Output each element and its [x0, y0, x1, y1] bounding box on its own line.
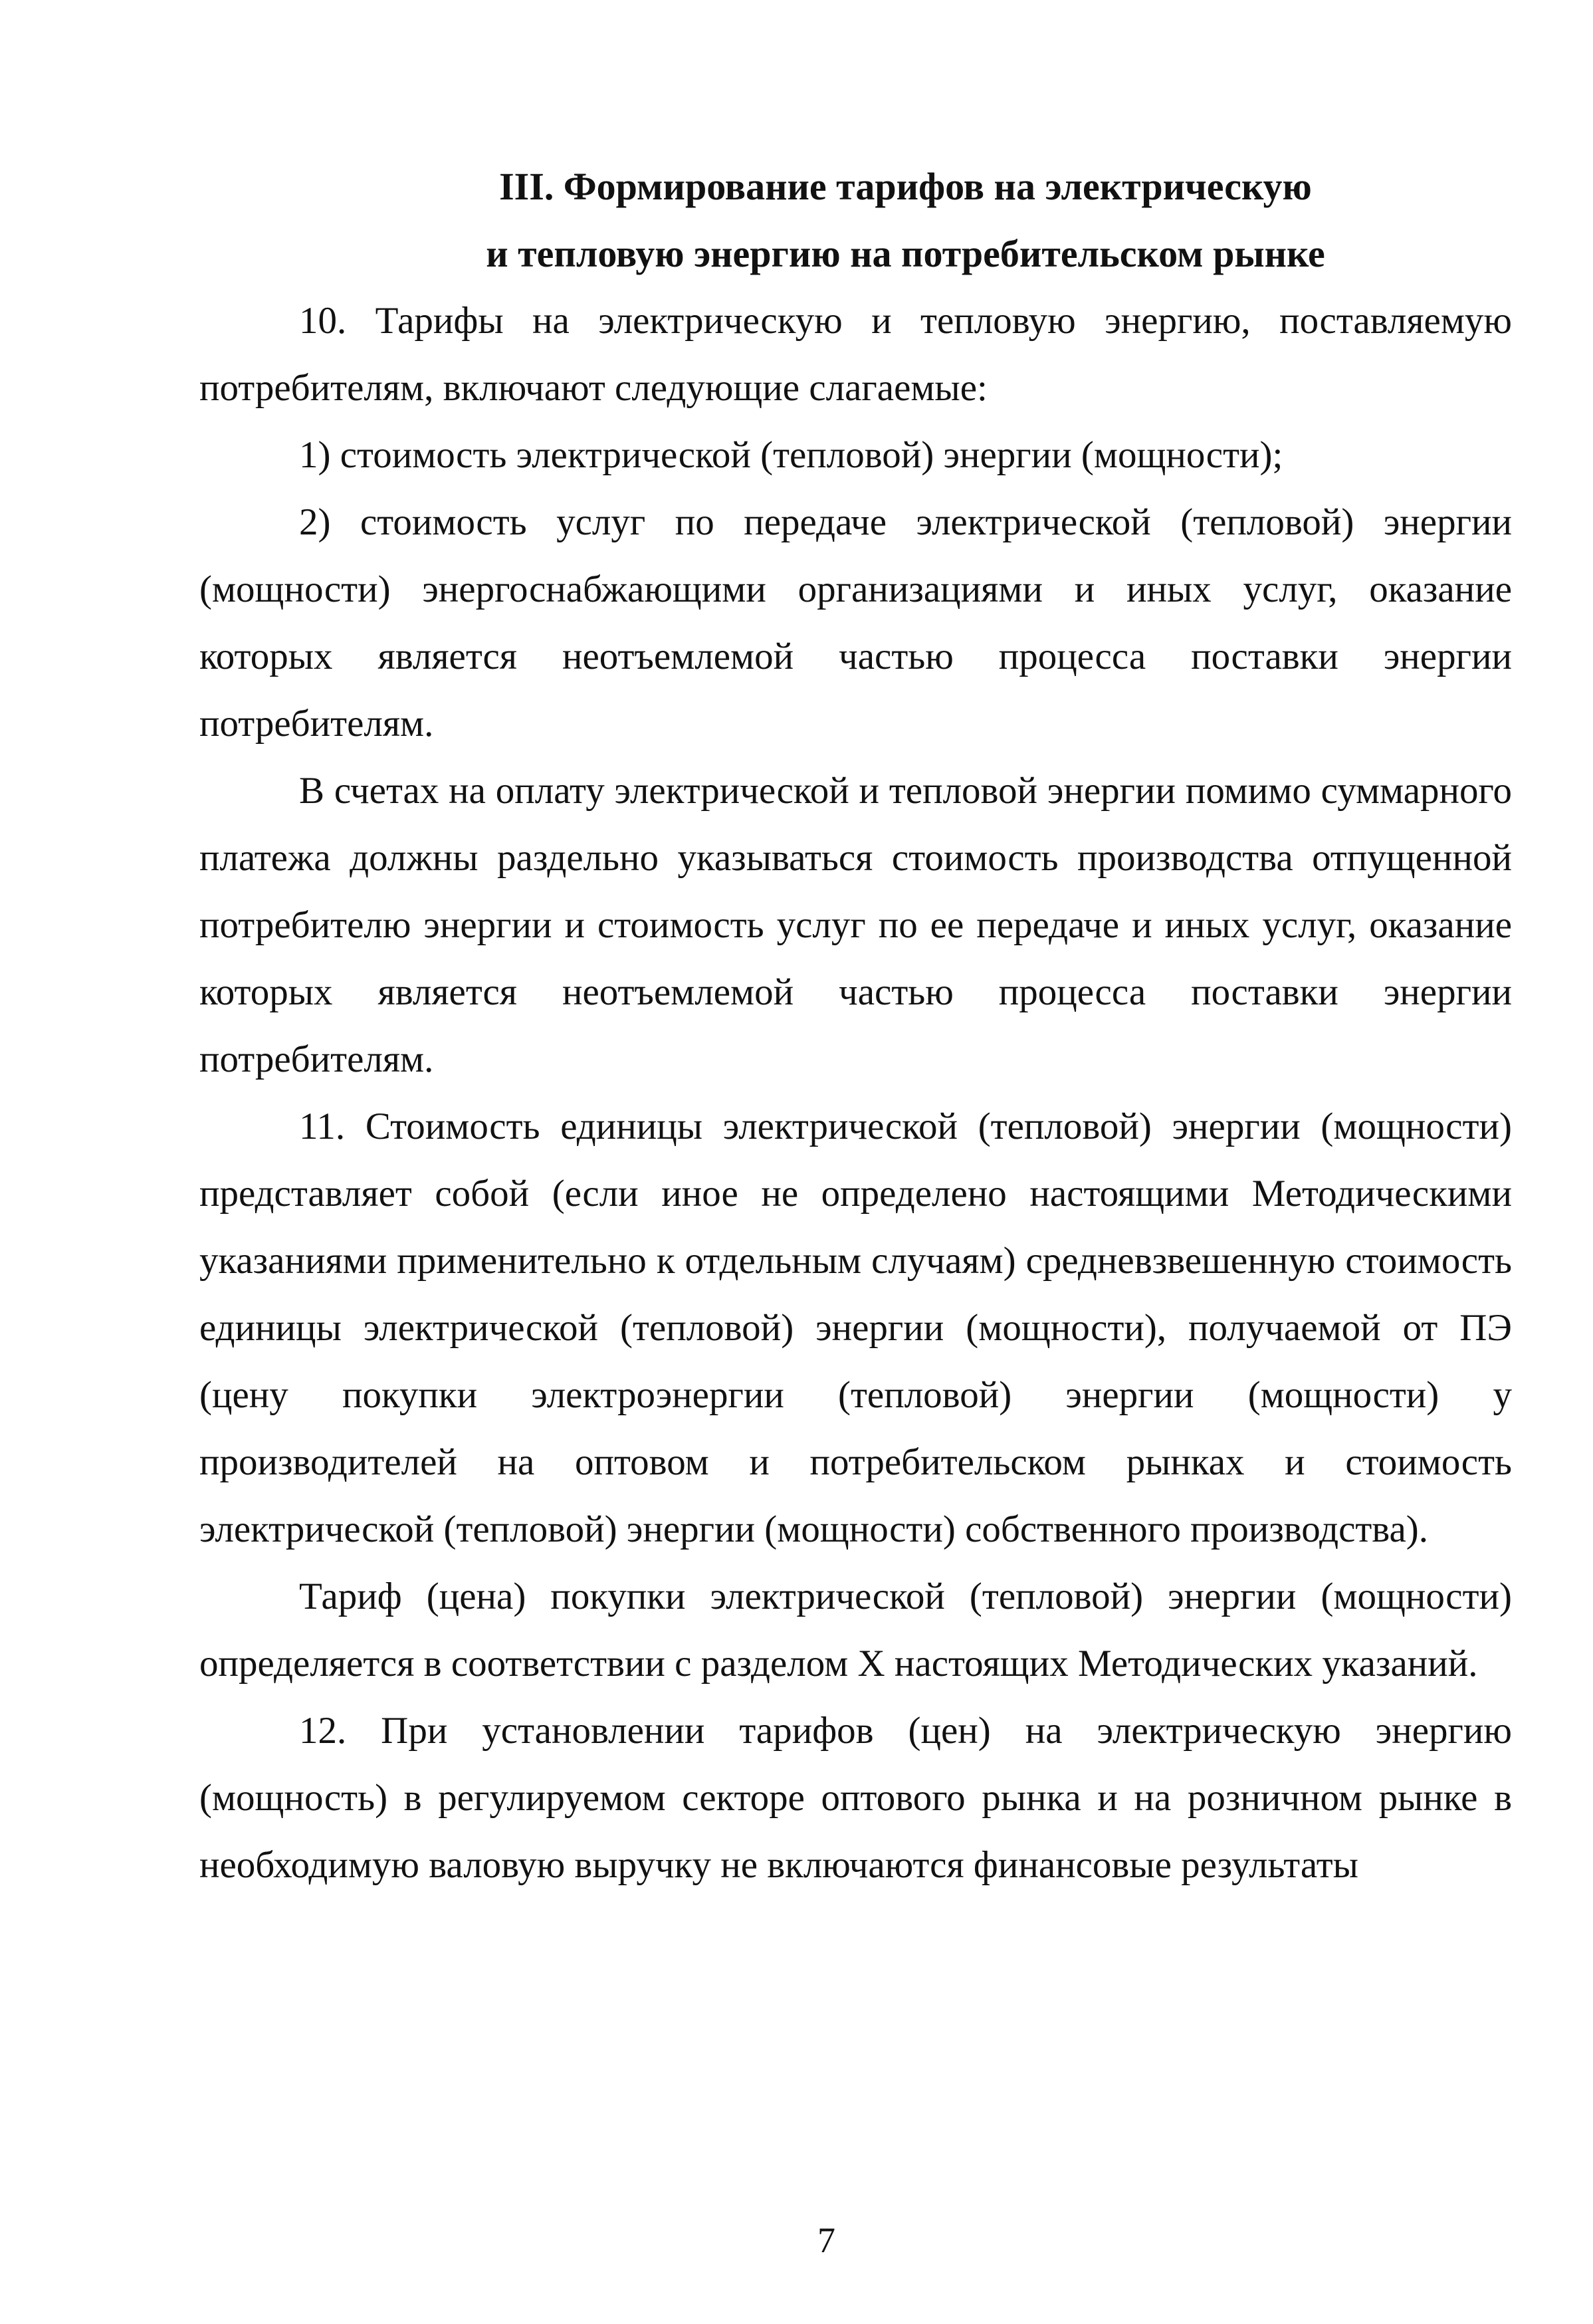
- page-number: 7: [817, 2220, 835, 2260]
- section-heading-line-1: III. Формирование тарифов на электрическую: [499, 165, 1312, 208]
- list-item-2: 2) стоимость услуг по передаче электрической (тепловой) энергии (мощности) энергоснабжающими организациями и иных услуг, оказание которых является неотъемлемой частью процесса поставки энергии потребителям.: [199, 501, 1512, 745]
- paragraph-12: 12. При установлении тарифов (цен) на электрическую энергию (мощность) в регулируемом секторе оптового рынка и на розничном рынке в необходимую валовую выручку не включаются финансовые результаты: [199, 1710, 1512, 1886]
- paragraph-11: 11. Стоимость единицы электрической (тепловой) энергии (мощности) представляет собой (если иное не определено настоящими Методическими указаниями применительно к отдельным случаям) средневзвешенную стоимость единицы электрической (тепловой) энергии (мощности), получаемой от ПЭ (цену покупки электроэнергии (тепловой) энергии (мощности) у производителей на оптовом и потребительском рынках и стоимость электрической (тепловой) энергии (мощности) собственного производства).: [199, 1105, 1512, 1550]
- document-body: [199, 153, 1512, 1899]
- list-item-1: 1) стоимость электрической (тепловой) энергии (мощности);: [299, 434, 1283, 476]
- paragraph-invoices: В счетах на оплату электрической и тепловой энергии помимо суммарного платежа должны раздельно указываться стоимость производства отпущенной потребителю энергии и стоимость услуг по ее передаче и иных услуг, оказание которых является неотъемлемой частью процесса поставки энергии потребителям.: [199, 770, 1512, 1080]
- paragraph-10: 10. Тарифы на электрическую и тепловую энергию, поставляемую потребителям, включают следующие слагаемые:: [199, 300, 1512, 409]
- paragraph-tariff-price: Тариф (цена) покупки электрической (тепловой) энергии (мощности) определяется в соответствии с разделом X настоящих Методических указаний.: [199, 1575, 1512, 1685]
- section-heading-line-2: и тепловую энергию на потребительском рынке: [486, 232, 1325, 275]
